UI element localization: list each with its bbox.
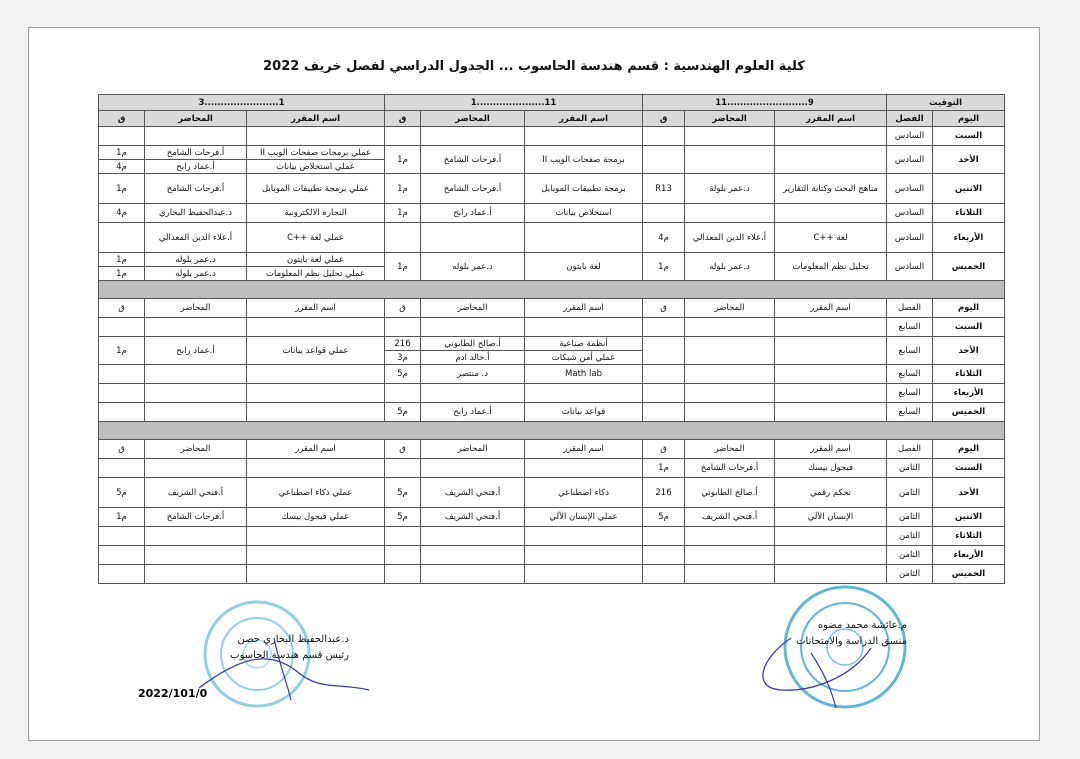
lecturer-cell xyxy=(145,365,247,384)
day-cell: الأربعاء xyxy=(933,546,1005,565)
lecturer-cell xyxy=(685,565,775,584)
time-slot-2: 11.....................1 xyxy=(385,95,643,111)
column-header-course: اسم المقرر xyxy=(775,440,887,459)
signature-left-role: رئيس قسم هندسة الحاسوب xyxy=(230,650,349,661)
class-cell: السادس xyxy=(887,174,933,204)
lecturer-cell xyxy=(685,546,775,565)
class-cell: الثامن xyxy=(887,459,933,478)
section-separator xyxy=(99,422,1005,440)
course-cell xyxy=(525,459,643,478)
lecturer-cell: أ.فتحي الشريف xyxy=(421,478,525,508)
day-cell: السبت xyxy=(933,459,1005,478)
course-cell: عملي لغة بايثون xyxy=(247,253,385,267)
lecturer-cell xyxy=(145,527,247,546)
lecturer-cell: أ.فرحات الشامخ xyxy=(145,146,247,160)
room-cell xyxy=(385,459,421,478)
room-cell: م4 xyxy=(643,223,685,253)
course-cell: عملي أمن شبكات xyxy=(525,351,643,365)
course-cell xyxy=(775,204,887,223)
lecturer-cell: أ.عماد رابح xyxy=(421,204,525,223)
room-cell: 216 xyxy=(643,478,685,508)
time-header-label: التوقيت xyxy=(887,95,1005,111)
room-cell: م5 xyxy=(385,365,421,384)
room-cell: م1 xyxy=(99,146,145,160)
column-header-class: الفصل xyxy=(887,111,933,127)
lecturer-cell: أ.فرحات الشامخ xyxy=(145,508,247,527)
day-cell: الأحد xyxy=(933,146,1005,174)
course-cell: عملي تحليل نظم المعلومات xyxy=(247,267,385,281)
day-cell: الخميس xyxy=(933,403,1005,422)
course-cell xyxy=(525,223,643,253)
class-cell: السادس xyxy=(887,223,933,253)
column-header-lecturer: المحاضر xyxy=(685,111,775,127)
room-cell: م4 xyxy=(99,204,145,223)
lecturer-cell xyxy=(421,384,525,403)
room-cell: 216 xyxy=(385,337,421,351)
course-cell xyxy=(525,546,643,565)
course-cell xyxy=(775,318,887,337)
lecturer-cell xyxy=(685,318,775,337)
room-cell xyxy=(643,403,685,422)
course-cell xyxy=(775,127,887,146)
column-header-room: ق xyxy=(385,111,421,127)
class-cell: السابع xyxy=(887,337,933,365)
course-cell xyxy=(247,546,385,565)
column-header-room: ق xyxy=(643,299,685,318)
course-cell xyxy=(525,318,643,337)
room-cell xyxy=(643,337,685,365)
lecturer-cell xyxy=(685,337,775,365)
class-cell: الثامن xyxy=(887,478,933,508)
room-cell: م5 xyxy=(385,403,421,422)
day-cell: الثلاثاء xyxy=(933,527,1005,546)
day-cell: الاثنين xyxy=(933,508,1005,527)
column-header-row xyxy=(99,299,1005,318)
course-cell: عملي فيجول بيسك xyxy=(247,508,385,527)
course-cell xyxy=(247,565,385,584)
column-header-course: اسم المقرر xyxy=(247,440,385,459)
class-cell: الثامن xyxy=(887,508,933,527)
column-header-room: ق xyxy=(385,440,421,459)
lecturer-cell: أ.فتحي الشريف xyxy=(685,508,775,527)
lecturer-cell: أ.فرحات الشامخ xyxy=(421,174,525,204)
class-cell: السابع xyxy=(887,384,933,403)
room-cell: م3 xyxy=(385,351,421,365)
room-cell: م1 xyxy=(99,508,145,527)
course-cell: لغة ++C xyxy=(775,223,887,253)
class-cell: الثامن xyxy=(887,565,933,584)
room-cell xyxy=(385,384,421,403)
column-header-lecturer: المحاضر xyxy=(685,299,775,318)
room-cell: م1 xyxy=(385,174,421,204)
course-cell xyxy=(775,365,887,384)
lecturer-cell: أ.علاء الدين المعدالي xyxy=(685,223,775,253)
class-cell: السابع xyxy=(887,365,933,384)
column-header-lecturer: المحاضر xyxy=(421,440,525,459)
signature-right-name: م.عائشة محمد مضوه xyxy=(817,620,907,631)
day-cell: الثلاثاء xyxy=(933,365,1005,384)
schedule-row xyxy=(99,127,1005,146)
room-cell xyxy=(385,127,421,146)
column-header-row xyxy=(99,111,1005,127)
lecturer-cell xyxy=(421,223,525,253)
column-header-class: الفصل xyxy=(887,299,933,318)
column-header-course: اسم المقرر xyxy=(247,111,385,127)
lecturer-cell: أ.فتحي الشريف xyxy=(421,508,525,527)
course-cell xyxy=(775,565,887,584)
room-cell: م1 xyxy=(99,174,145,204)
course-cell xyxy=(247,527,385,546)
course-cell: التجارة الالكترونية xyxy=(247,204,385,223)
course-cell: Math lab xyxy=(525,365,643,384)
lecturer-cell: أ.فرحات الشامخ xyxy=(145,174,247,204)
document-title: كلية العلوم الهندسية : قسم هندسة الحاسوب ... الجدول الدراسي لفصل خريف 2022 xyxy=(263,59,805,74)
day-cell: السبت xyxy=(933,127,1005,146)
lecturer-cell xyxy=(685,365,775,384)
course-cell: عملي استخلاص بيانات xyxy=(247,160,385,174)
room-cell xyxy=(385,318,421,337)
room-cell: م1 xyxy=(99,337,145,365)
day-cell: الخميس xyxy=(933,253,1005,281)
course-cell xyxy=(775,546,887,565)
schedule-row xyxy=(99,365,1005,384)
room-cell xyxy=(99,565,145,584)
schedule-row xyxy=(99,146,1005,160)
course-cell: عملي لغة ++C xyxy=(247,223,385,253)
column-header-row xyxy=(99,440,1005,459)
day-cell: الثلاثاء xyxy=(933,204,1005,223)
class-cell: السابع xyxy=(887,318,933,337)
course-cell: لغة بايثون xyxy=(525,253,643,281)
schedule-row xyxy=(99,318,1005,337)
class-cell: الثامن xyxy=(887,546,933,565)
room-cell xyxy=(643,546,685,565)
class-cell: السادس xyxy=(887,146,933,174)
column-header-course: اسم المقرر xyxy=(525,111,643,127)
room-cell xyxy=(99,546,145,565)
column-header-lecturer: المحاضر xyxy=(145,111,247,127)
column-header-lecturer: المحاضر xyxy=(421,111,525,127)
course-cell xyxy=(247,403,385,422)
lecturer-cell xyxy=(145,384,247,403)
course-cell: عملي قواعد بيانات xyxy=(247,337,385,365)
schedule-row xyxy=(99,204,1005,223)
time-slot-1: 9.........................11 xyxy=(643,95,887,111)
room-cell xyxy=(385,223,421,253)
class-cell: السادس xyxy=(887,127,933,146)
course-cell: مناهج البحث وكتابة التقارير xyxy=(775,174,887,204)
room-cell xyxy=(643,318,685,337)
course-cell xyxy=(775,403,887,422)
schedule-table xyxy=(98,94,1005,584)
room-cell: م1 xyxy=(643,253,685,281)
room-cell xyxy=(385,565,421,584)
room-cell xyxy=(99,365,145,384)
course-cell: تحكم رقمي xyxy=(775,478,887,508)
room-cell: م5 xyxy=(385,508,421,527)
schedule-row xyxy=(99,337,1005,351)
lecturer-cell xyxy=(685,204,775,223)
lecturer-cell xyxy=(685,127,775,146)
course-cell: عملي ذكاء اصطناعي xyxy=(247,478,385,508)
column-header-day: اليوم xyxy=(933,299,1005,318)
schedule-row xyxy=(99,174,1005,204)
room-cell: R13 xyxy=(643,174,685,204)
column-header-course: اسم المقرر xyxy=(775,111,887,127)
day-cell: الخميس xyxy=(933,565,1005,584)
day-cell: الأحد xyxy=(933,337,1005,365)
room-cell xyxy=(99,223,145,253)
room-cell: م5 xyxy=(99,478,145,508)
schedule-row xyxy=(99,403,1005,422)
lecturer-cell xyxy=(421,127,525,146)
signature-right-role: منسق الدراسة والامتحانات xyxy=(796,636,907,647)
class-cell: السادس xyxy=(887,253,933,281)
course-cell xyxy=(775,337,887,365)
lecturer-cell xyxy=(685,146,775,174)
column-header-day: اليوم xyxy=(933,440,1005,459)
section-separator xyxy=(99,281,1005,299)
room-cell xyxy=(385,546,421,565)
time-header-row xyxy=(99,95,1005,111)
lecturer-cell xyxy=(145,565,247,584)
lecturer-cell: أ.صالح الطابوني xyxy=(685,478,775,508)
day-cell: الاثنين xyxy=(933,174,1005,204)
course-cell: ذكاء اصطناعي xyxy=(525,478,643,508)
lecturer-cell: أ.فرحات الشامخ xyxy=(421,146,525,174)
room-cell xyxy=(99,403,145,422)
lecturer-cell: أ.فرحات الشامخ xyxy=(685,459,775,478)
separator-cell xyxy=(99,422,1005,440)
lecturer-cell: أ.عماد رابح xyxy=(145,337,247,365)
lecturer-cell: د. منتصر xyxy=(421,365,525,384)
class-cell: السابع xyxy=(887,403,933,422)
lecturer-cell: أ.فتحي الشريف xyxy=(145,478,247,508)
column-header-room: ق xyxy=(643,111,685,127)
lecturer-cell xyxy=(685,384,775,403)
course-cell xyxy=(525,527,643,546)
course-cell xyxy=(247,127,385,146)
course-cell: برمجة صفحات الويب II xyxy=(525,146,643,174)
room-cell xyxy=(99,527,145,546)
course-cell xyxy=(775,384,887,403)
room-cell: م5 xyxy=(385,478,421,508)
lecturer-cell xyxy=(421,565,525,584)
room-cell xyxy=(643,127,685,146)
room-cell: م1 xyxy=(99,253,145,267)
lecturer-cell: أ.صالح الطابوني xyxy=(421,337,525,351)
room-cell xyxy=(643,365,685,384)
schedule-row xyxy=(99,459,1005,478)
column-header-room: ق xyxy=(99,440,145,459)
lecturer-cell: د.عمر بلوله xyxy=(145,253,247,267)
course-cell xyxy=(247,365,385,384)
course-cell xyxy=(247,459,385,478)
course-cell xyxy=(775,146,887,174)
column-header-room: ق xyxy=(385,299,421,318)
room-cell xyxy=(643,384,685,403)
course-cell xyxy=(247,384,385,403)
column-header-lecturer: المحاضر xyxy=(145,299,247,318)
room-cell: م1 xyxy=(99,267,145,281)
class-cell: الثامن xyxy=(887,527,933,546)
schedule-row xyxy=(99,508,1005,527)
schedule-row xyxy=(99,384,1005,403)
column-header-lecturer: المحاضر xyxy=(145,440,247,459)
day-cell: السبت xyxy=(933,318,1005,337)
room-cell xyxy=(99,127,145,146)
column-header-course: اسم المقرر xyxy=(525,299,643,318)
lecturer-cell: د.عمر بلوله xyxy=(421,253,525,281)
handwritten-signature-right xyxy=(751,618,881,718)
schedule-row xyxy=(99,527,1005,546)
lecturer-cell xyxy=(145,546,247,565)
lecturer-cell xyxy=(421,459,525,478)
course-cell xyxy=(525,565,643,584)
lecturer-cell: أ.خالد ادم xyxy=(421,351,525,365)
course-cell: الإنسان الآلي xyxy=(775,508,887,527)
course-cell xyxy=(247,318,385,337)
schedule-row xyxy=(99,546,1005,565)
day-cell: الأربعاء xyxy=(933,384,1005,403)
lecturer-cell: أ.عماد رابح xyxy=(421,403,525,422)
lecturer-cell: أ.عماد رابح xyxy=(145,160,247,174)
course-cell: فيجول بيسك xyxy=(775,459,887,478)
schedule-row xyxy=(99,565,1005,584)
schedule-row xyxy=(99,223,1005,253)
lecturer-cell: د.عمر بلوله xyxy=(145,267,247,281)
room-cell xyxy=(99,318,145,337)
lecturer-cell xyxy=(685,403,775,422)
room-cell xyxy=(385,527,421,546)
column-header-lecturer: المحاضر xyxy=(685,440,775,459)
lecturer-cell xyxy=(421,527,525,546)
class-cell: السادس xyxy=(887,204,933,223)
lecturer-cell xyxy=(145,318,247,337)
course-cell: قواعد بيانات xyxy=(525,403,643,422)
course-cell: استخلاص بيانات xyxy=(525,204,643,223)
course-cell: تحليل نظم المعلومات xyxy=(775,253,887,281)
course-cell: عملي برمجات صفحات الويب II xyxy=(247,146,385,160)
lecturer-cell: د.عمر بلوله xyxy=(685,253,775,281)
room-cell: م1 xyxy=(385,204,421,223)
room-cell: م1 xyxy=(643,459,685,478)
column-header-room: ق xyxy=(99,299,145,318)
column-header-day: اليوم xyxy=(933,111,1005,127)
room-cell xyxy=(643,565,685,584)
room-cell: م1 xyxy=(385,146,421,174)
column-header-course: اسم المقرر xyxy=(775,299,887,318)
lecturer-cell: د.عمر بلولة xyxy=(685,174,775,204)
lecturer-cell xyxy=(685,527,775,546)
column-header-course: اسم المقرر xyxy=(525,440,643,459)
lecturer-cell: د.عبدالحفيظ البخاري xyxy=(145,204,247,223)
column-header-room: ق xyxy=(99,111,145,127)
room-cell: م4 xyxy=(99,160,145,174)
course-cell xyxy=(525,384,643,403)
column-header-class: الفصل xyxy=(887,440,933,459)
document-page xyxy=(28,27,1040,741)
lecturer-cell xyxy=(145,459,247,478)
course-cell: أنظمة صناعية xyxy=(525,337,643,351)
room-cell xyxy=(643,527,685,546)
lecturer-cell xyxy=(145,127,247,146)
handwritten-signature-left xyxy=(179,628,379,708)
lecturer-cell xyxy=(421,546,525,565)
day-cell: الأحد xyxy=(933,478,1005,508)
document-date: 2022/101/0 xyxy=(138,687,208,700)
course-cell: عملي برمجة تطبيقات الموبايل xyxy=(247,174,385,204)
room-cell xyxy=(643,146,685,174)
room-cell xyxy=(99,384,145,403)
room-cell xyxy=(643,204,685,223)
column-header-lecturer: المحاضر xyxy=(421,299,525,318)
room-cell: م1 xyxy=(385,253,421,281)
column-header-room: ق xyxy=(643,440,685,459)
day-cell: الأربعاء xyxy=(933,223,1005,253)
course-cell: عملي الإنسان الآلي xyxy=(525,508,643,527)
course-cell xyxy=(525,127,643,146)
schedule-row xyxy=(99,253,1005,267)
room-cell: م5 xyxy=(643,508,685,527)
separator-cell xyxy=(99,281,1005,299)
column-header-course: اسم المقرر xyxy=(247,299,385,318)
lecturer-cell xyxy=(145,403,247,422)
lecturer-cell: أ.علاء الدين المعدالي xyxy=(145,223,247,253)
lecturer-cell xyxy=(421,318,525,337)
course-cell xyxy=(775,527,887,546)
time-slot-3: 1.......................3 xyxy=(99,95,385,111)
course-cell: برمجة تطبيقات الموبايل xyxy=(525,174,643,204)
schedule-row xyxy=(99,478,1005,508)
room-cell xyxy=(99,459,145,478)
signature-left-name: د.عبدالحفيظ البخاري حصن xyxy=(237,634,349,645)
